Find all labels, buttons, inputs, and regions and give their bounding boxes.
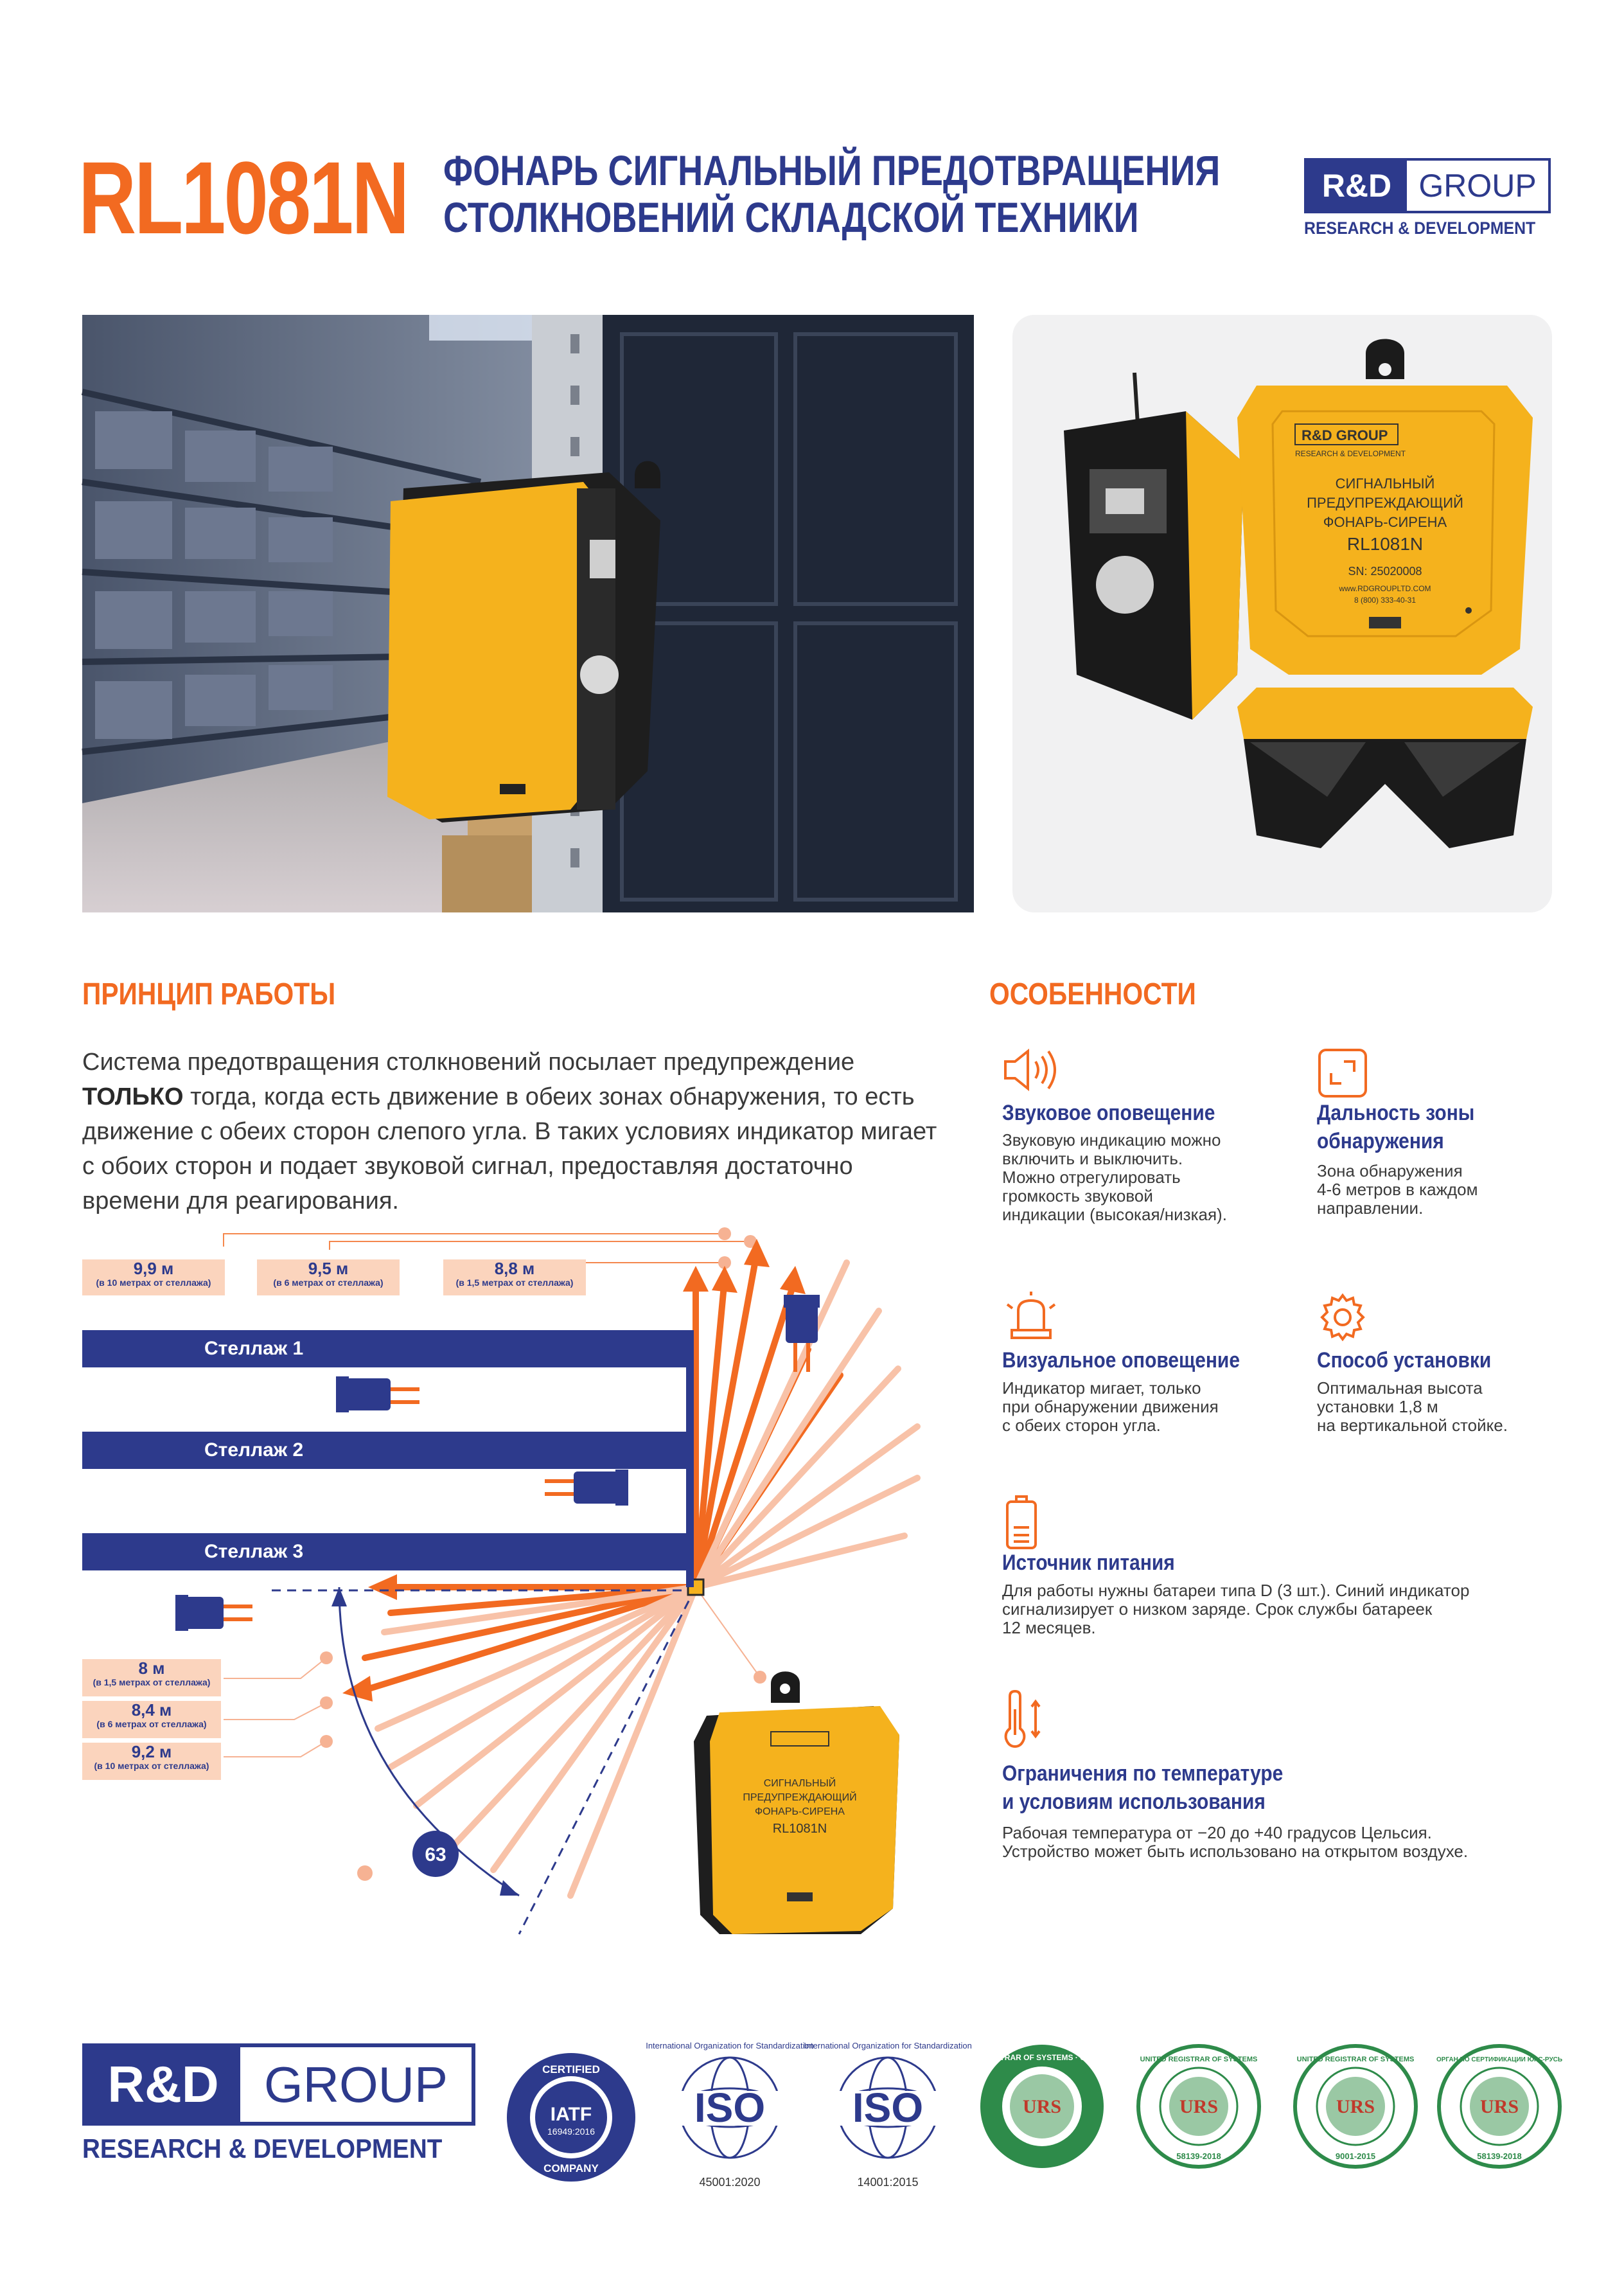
features-heading: ОСОБЕННОСТИ — [989, 977, 1196, 1011]
iso-mark: ISO — [694, 2085, 766, 2131]
distance-value: 8,4 м — [131, 1700, 172, 1720]
feature-desc-line: при обнаружении движения — [1002, 1397, 1219, 1416]
urs-certificate — [1136, 2043, 1262, 2169]
feature-desc-line: с обеих сторон угла. — [1002, 1416, 1161, 1435]
warehouse-photo — [82, 315, 974, 912]
feature-desc-line: Звуковую индикацию можно — [1002, 1130, 1221, 1150]
logo-rd-mark: R&D — [1307, 161, 1407, 211]
feature-desc-line: Устройство может быть использовано на открытом воздухе. — [1002, 1842, 1469, 1861]
feature-desc-line: громкость звуковой — [1002, 1186, 1153, 1205]
principle-heading: ПРИНЦИП РАБОТЫ — [82, 977, 336, 1011]
beacon-icon — [1002, 1292, 1060, 1343]
device-label-2: ПРЕДУПРЕЖДАЮЩИЙ — [1307, 495, 1463, 511]
urs-ring-text: UNITED REGISTRAR OF SYSTEMS — [1296, 2056, 1415, 2063]
urs-std: 58139-2018 — [1176, 2151, 1221, 2161]
feature-title: Звуковое оповещение — [1002, 1101, 1215, 1125]
distance-label — [443, 1259, 586, 1295]
feature-desc — [1317, 1162, 1561, 1218]
urs-std: 9001-2015 — [1335, 2151, 1376, 2161]
feature-desc-line: Рабочая температура от −20 до +40 градусов Цельсия. — [1002, 1823, 1432, 1842]
distance-note: (в 10 метрах от стеллажа) — [96, 1277, 211, 1288]
device-label-model: RL1081N — [1346, 534, 1424, 554]
iso-45001-certificate — [646, 2037, 814, 2198]
urs-certificate — [945, 2043, 1139, 2169]
urs-mark: URS — [1179, 2096, 1219, 2117]
logo-subtitle: RESEARCH & DEVELOPMENT — [1304, 218, 1536, 238]
distance-value: 9,2 м — [131, 1742, 172, 1761]
feature-desc-line: направлении. — [1317, 1198, 1424, 1218]
feature-title: Визуальное оповещение — [1002, 1348, 1240, 1373]
battery-icon — [1002, 1494, 1041, 1552]
logo-group-text: GROUP — [1407, 161, 1548, 211]
distance-label — [82, 1743, 221, 1780]
footer-logo — [82, 2043, 475, 2164]
page-title-line-2: СТОЛКНОВЕНИЙ СКЛАДСКОЙ ТЕХНИКИ — [443, 193, 1139, 241]
principle-text-2: тогда, когда есть движение в обеих зонах обнаружения, то есть движение с обеих сторон слепого угла. В таких условиях индикатор мигает с обоих сторон и подает звуковой сигнал, предоставляя достаточно времени для реагирования. — [82, 1083, 937, 1214]
feature-desc-line: установки 1,8 м — [1317, 1397, 1438, 1416]
rack-3: Стеллаж 3 — [82, 1533, 686, 1570]
feature-title: Способ установки — [1317, 1348, 1492, 1373]
iso-14001-certificate — [804, 2037, 972, 2198]
iso-arc-text: International Organization for Standardization — [646, 2041, 814, 2050]
urs-mark: URS — [1022, 2096, 1062, 2117]
device-brand-sub: RESEARCH & DEVELOPMENT — [1295, 449, 1406, 458]
iatf-std: 16949:2016 — [547, 2126, 595, 2137]
distance-value: 9,5 м — [308, 1259, 349, 1278]
iatf-certificate — [505, 2051, 637, 2183]
principle-text-1: Система предотвращения столкновений посылает предупреждение — [82, 1049, 855, 1076]
device-small-label-2: ПРЕДУПРЕЖДАЮЩИЙ — [743, 1792, 857, 1803]
device-label-3: ФОНАРЬ-СИРЕНА — [1323, 514, 1447, 530]
thermometer-icon — [1002, 1690, 1047, 1748]
iatf-bottom: COMPANY — [543, 2162, 599, 2174]
forklift-icon — [175, 1595, 252, 1631]
distance-note: (в 1,5 метрах от стеллажа) — [455, 1277, 574, 1288]
model-number: RL1081N — [78, 140, 408, 255]
feature-desc-line: сигнализирует о низком заряде. Срок службы батареек — [1002, 1599, 1433, 1619]
distance-value: 8 м — [138, 1658, 165, 1678]
device-brand: R&D GROUP — [1302, 427, 1388, 443]
logo-group-text: GROUP — [240, 2047, 472, 2122]
distance-note: (в 6 метрах от стеллажа) — [273, 1277, 384, 1288]
feature-desc-line: 12 месяцев. — [1002, 1618, 1096, 1637]
gear-icon — [1317, 1292, 1368, 1343]
feature-desc-line: Для работы нужны батареи типа D (3 шт.). Синий индикатор — [1002, 1581, 1470, 1600]
speaker-icon — [1002, 1047, 1060, 1092]
urs-ring-text: UNITED REGISTRAR OF SYSTEMS — [1140, 2056, 1258, 2063]
urs-std: 58139-2018 — [1477, 2151, 1522, 2161]
feature-title: Дальность зоны — [1317, 1101, 1475, 1125]
rack-1: Стеллаж 1 — [82, 1330, 686, 1367]
feature-desc — [1002, 1379, 1285, 1435]
iso-arc-text: International Organization for Standardization — [804, 2041, 972, 2050]
urs-certificate — [1436, 2043, 1562, 2169]
feature-desc — [1002, 1131, 1285, 1224]
iatf-top: CERTIFIED — [542, 2063, 600, 2076]
feature-desc-line: Оптимальная высота — [1317, 1378, 1483, 1398]
iso-std: 45001:2020 — [699, 2176, 761, 2189]
forklift-icon — [545, 1470, 628, 1506]
header-logo — [1304, 158, 1556, 238]
device-photo-small — [694, 1671, 906, 1941]
iatf-mark: IATF — [550, 2104, 592, 2125]
rack-end-post — [686, 1330, 694, 1587]
feature-title: Источник питания — [1002, 1551, 1175, 1575]
angle-label: 63 — [425, 1844, 446, 1865]
feature-desc-line: Зона обнаружения — [1317, 1161, 1463, 1180]
feature-title-2: обнаружения — [1317, 1129, 1444, 1153]
device-small-model: RL1081N — [772, 1822, 827, 1836]
feature-desc-line: включить и выключить. — [1002, 1149, 1183, 1168]
distance-note: (в 1,5 метрах от стеллажа) — [93, 1677, 211, 1687]
feature-desc — [1002, 1824, 1555, 1861]
distance-label — [82, 1659, 221, 1696]
urs-mark: URS — [1336, 2096, 1375, 2117]
page-title-line-1: ФОНАРЬ СИГНАЛЬНЫЙ ПРЕДОТВРАЩЕНИЯ — [443, 147, 1221, 194]
urs-ring-text: ОРГАН ПО СЕРТИФИКАЦИИ ЮРС-РУСЬ — [1436, 2056, 1563, 2063]
urs-mark: URS — [1479, 2096, 1519, 2117]
device-site: www.RDGROUPLTD.COM — [1339, 584, 1431, 593]
distance-value: 8,8 м — [494, 1259, 535, 1278]
principle-text-bold: ТОЛЬКО — [82, 1083, 184, 1110]
feature-desc-line: на вертикальной стойке. — [1317, 1416, 1508, 1435]
distance-label — [82, 1701, 221, 1738]
device-render — [694, 1671, 906, 1941]
distance-label — [82, 1259, 225, 1295]
feature-desc — [1002, 1581, 1555, 1637]
product-views — [1012, 315, 1552, 912]
device-label-1: СИГНАЛЬНЫЙ — [1335, 476, 1435, 492]
device-small-label-3: ФОНАРЬ-СИРЕНА — [755, 1806, 845, 1817]
urs-certificate — [1293, 2043, 1418, 2169]
feature-title: Ограничения по температуре — [1002, 1761, 1284, 1786]
feature-desc-line: 4-6 метров в каждом — [1317, 1180, 1478, 1199]
forklift-icon — [336, 1376, 419, 1412]
distance-value: 9,9 м — [133, 1259, 174, 1278]
range-frame-icon — [1317, 1047, 1368, 1099]
feature-desc-line: Можно отрегулировать — [1002, 1168, 1181, 1187]
feature-desc-line: индикации (высокая/низкая). — [1002, 1205, 1227, 1224]
iso-std: 14001:2015 — [857, 2176, 919, 2189]
distance-label — [257, 1259, 400, 1295]
distance-note: (в 6 метрах от стеллажа) — [96, 1719, 207, 1729]
device-serial: SN: 25020008 — [1348, 565, 1422, 578]
warehouse-scene — [82, 315, 974, 912]
feature-title-2: и условиям использования — [1002, 1790, 1266, 1814]
feature-desc-line: Индикатор мигает, только — [1002, 1378, 1201, 1398]
principle-paragraph — [82, 1045, 943, 1218]
rack-2: Стеллаж 2 — [82, 1432, 686, 1469]
device-small-label-1: СИГНАЛЬНЫЙ — [763, 1778, 836, 1789]
feature-desc — [1317, 1379, 1561, 1435]
logo-subtitle: RESEARCH & DEVELOPMENT — [82, 2133, 443, 2164]
urs-ring-text: UNITED REGISTRAR OF SYSTEMS · CERTIFICATION — [945, 2053, 1139, 2062]
device-phone: 8 (800) 333-40-31 — [1354, 596, 1417, 605]
distance-note: (в 10 метрах от стеллажа) — [94, 1761, 209, 1771]
logo-rd-mark: R&D — [86, 2047, 240, 2122]
product-photo-panel — [1012, 315, 1552, 912]
iso-mark: ISO — [852, 2085, 924, 2131]
